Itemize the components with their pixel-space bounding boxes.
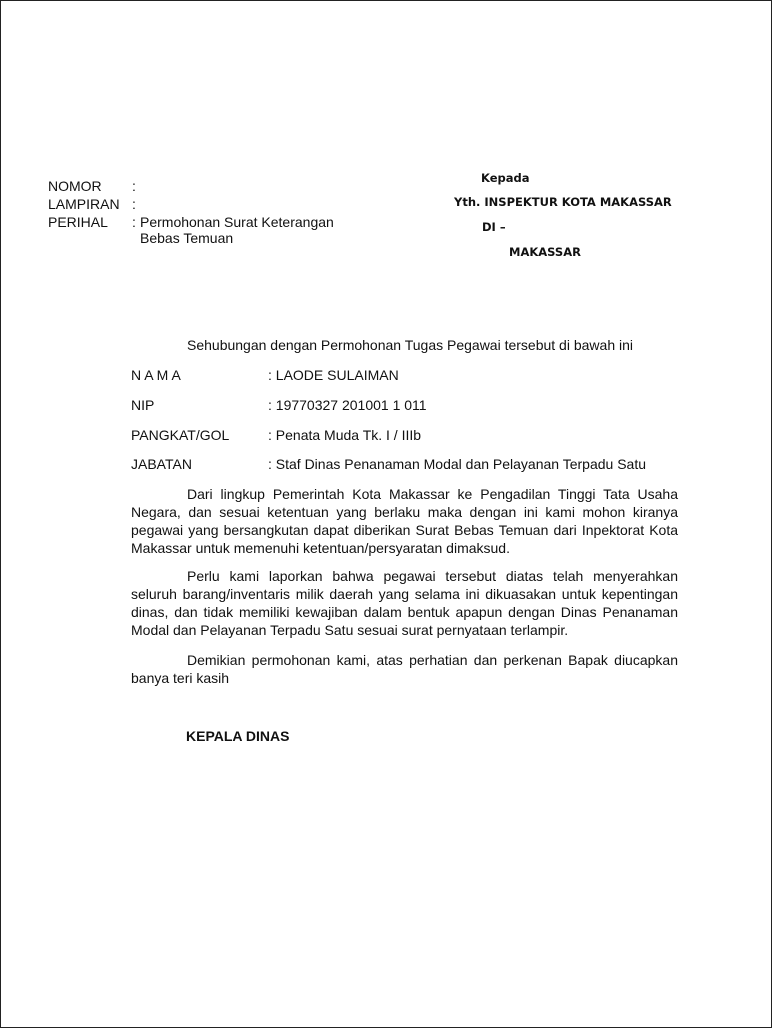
field-label-jabatan: JABATAN — [131, 456, 192, 472]
field-label-nama: N A M A — [131, 367, 181, 383]
field-value-nip: : 19770327 201001 1 011 — [268, 397, 427, 413]
recipient-city: MAKASSAR — [509, 245, 581, 259]
body-paragraph-1-text: Dari lingkup Pemerintah Kota Makassar ke Pengadilan Tinggi Tata Usaha Negara, dan sesuai ketentuan yang berlaku maka dengan ini kami mohon kiranya pegawai yang bersangkutan dapat diberikan Surat Bebas Temuan dari Inpektorat Kota Makassar untuk memenuhi ketentuan/persyaratan dimaksud. — [131, 486, 678, 556]
field-label-pangkat: PANGKAT/GOL — [131, 427, 230, 443]
recipient-di: DI – — [482, 220, 506, 234]
lampiran-label: LAMPIRAN — [48, 196, 120, 212]
perihal-value-line2: Bebas Temuan — [140, 230, 234, 246]
lampiran-colon: : — [132, 196, 136, 212]
nomor-colon: : — [132, 178, 136, 194]
recipient-yth: Yth. INSPEKTUR KOTA MAKASSAR — [454, 195, 672, 209]
nomor-label: NOMOR — [48, 178, 102, 194]
body-paragraph-3-text: Demikian permohonan kami, atas perhatian dan perkenan Bapak diucapkan banya teri kasih — [131, 652, 678, 686]
perihal-label: PERIHAL — [48, 214, 108, 230]
body-paragraph-2-text: Perlu kami laporkan bahwa pegawai tersebut diatas telah menyerahkan seluruh barang/inventaris milik daerah yang selama ini dikuasakan untuk kepentingan dinas, dan tidak memiliki kewajiban dalam bentuk apapun dengan Dinas Penanaman Modal dan Pelayanan Terpadu Satu sesuai surat pernyataan terlampir. — [131, 568, 678, 638]
field-value-jabatan: : Staf Dinas Penanaman Modal dan Pelayanan Terpadu Satu — [268, 456, 646, 472]
field-label-nip: NIP — [131, 397, 155, 413]
field-value-pangkat: : Penata Muda Tk. I / IIIb — [268, 427, 422, 443]
recipient-kepada: Kepada — [481, 171, 530, 185]
field-value-nama: : LAODE SULAIMAN — [268, 367, 399, 383]
body-paragraph-3 — [131, 651, 678, 687]
opening-sentence: Sehubungan dengan Permohonan Tugas Pegawai tersebut di bawah ini — [187, 337, 633, 353]
perihal-value-line1: Permohonan Surat Keterangan — [140, 214, 334, 230]
perihal-colon: : — [132, 214, 136, 230]
signature-title: KEPALA DINAS — [186, 728, 290, 744]
body-paragraph-1 — [131, 485, 678, 557]
body-paragraph-2 — [131, 567, 678, 639]
